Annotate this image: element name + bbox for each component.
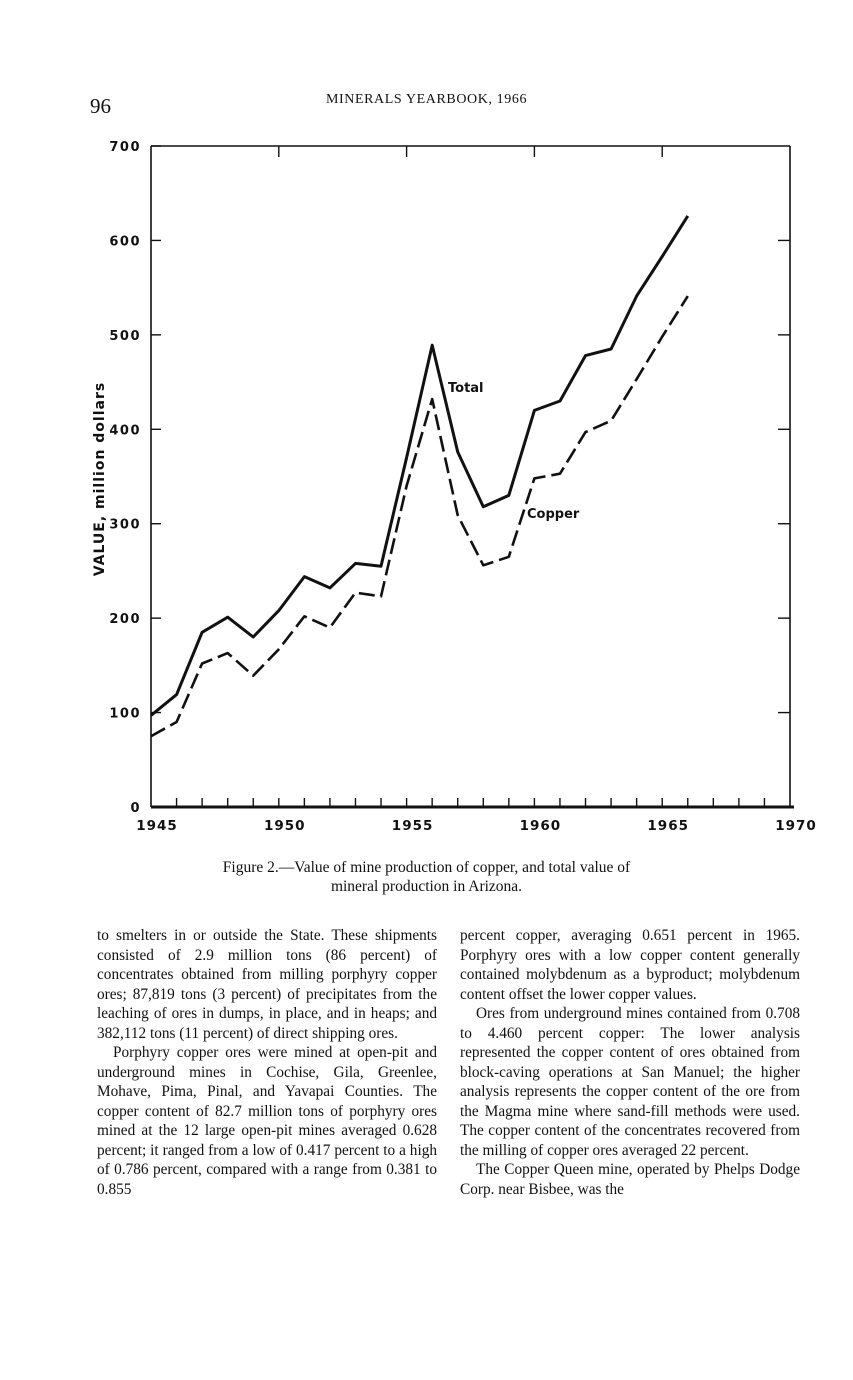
series-line-total xyxy=(151,216,688,716)
x-tick-label: 1970 xyxy=(775,818,817,834)
running-title: MINERALS YEARBOOK, 1966 xyxy=(325,92,528,107)
y-tick-label: 700 xyxy=(109,140,141,155)
body-left-column xyxy=(97,926,437,1199)
x-tick-label: 1965 xyxy=(647,818,689,834)
series-line-copper xyxy=(151,296,688,736)
chart-ticks xyxy=(109,140,816,834)
series-label-copper: Copper xyxy=(527,507,580,522)
y-tick-label: 400 xyxy=(109,423,141,439)
x-tick-label: 1950 xyxy=(264,818,306,834)
paragraph: to smelters in or outside the State. These shipments consisted of 2.9 million tons (86 percent) of concentrates obtained from milling porphyry copper ores; 87,819 tons (3 percent) of precipitates from the leaching of ores in dumps, in place, and in heaps; and 382,112 tons (11 percent) of direct shipping ores. xyxy=(97,927,437,1042)
x-tick-label: 1955 xyxy=(391,818,434,834)
figure-caption xyxy=(0,858,853,896)
y-axis-label: VALUE, million dollars xyxy=(92,381,108,577)
paragraph: Ores from underground mines contained from 0.708 to 4.460 percent copper: The lower analysis represented the copper content of ores obtained from block-caving operations at San Manuel; the higher analysis represents the copper content of the ore from the Magma mine where sand-fill methods were used. The copper content of the concentrates recovered from the milling of copper ores averaged 22 percent. xyxy=(460,1005,800,1159)
chart-series xyxy=(151,216,688,736)
paragraph: The Copper Queen mine, operated by Phelps Dodge Corp. near Bisbee, was the xyxy=(460,1161,800,1198)
caption-line-2: mineral production in Arizona. xyxy=(330,878,523,895)
copper-value-chart xyxy=(0,130,853,850)
page-number: 96 xyxy=(90,94,111,118)
y-tick-label: 600 xyxy=(109,234,141,250)
y-tick-label: 0 xyxy=(130,801,141,816)
body-right-column xyxy=(460,926,800,1199)
y-tick-label: 100 xyxy=(109,706,141,722)
paragraph: percent copper, averaging 0.651 percent in 1965. Porphyry ores with a low copper content generally contained molybdenum as a byproduct; molybdenum content offset the lower copper values. xyxy=(460,927,800,1003)
y-tick-label: 500 xyxy=(109,328,141,344)
chart-axes xyxy=(151,146,794,807)
y-tick-label: 200 xyxy=(109,612,141,628)
x-tick-label: 1960 xyxy=(519,818,562,834)
paragraph: Porphyry copper ores were mined at open-pit and underground mines in Cochise, Gila, Greenlee, Mohave, Pima, Pinal, and Yavapai Counties. The copper content of 82.7 million tons of porphyry ores mined at the 12 large open-pit mines averaged 0.628 percent; it ranged from a low of 0.417 percent to a high of 0.786 percent, compared with a range from 0.381 to 0.855 xyxy=(97,1044,437,1198)
x-tick-label: 1945 xyxy=(136,818,178,834)
series-label-total: Total xyxy=(448,381,484,396)
caption-line-1: Figure 2.—Value of mine production of copper, and total value of xyxy=(222,859,631,876)
y-tick-label: 300 xyxy=(109,517,141,533)
